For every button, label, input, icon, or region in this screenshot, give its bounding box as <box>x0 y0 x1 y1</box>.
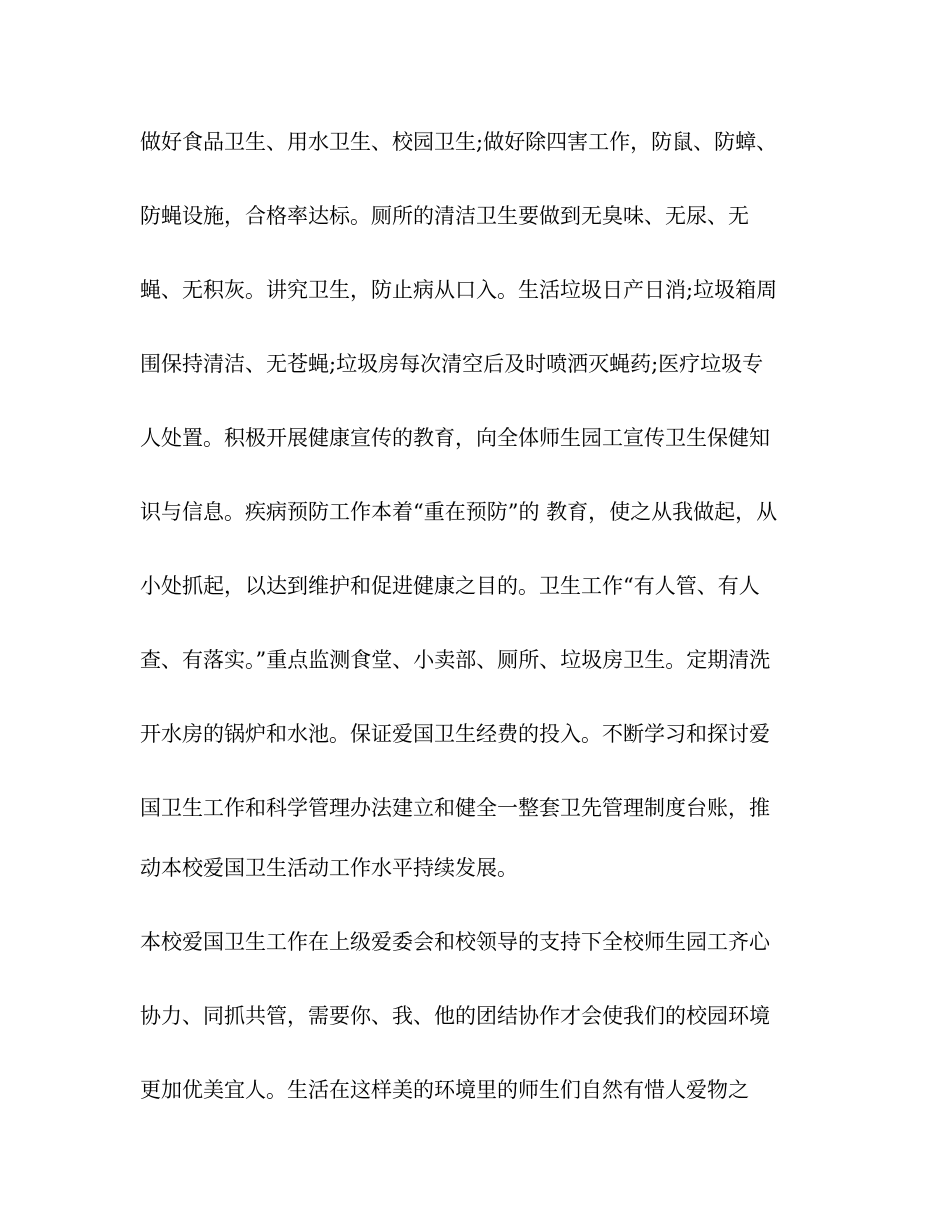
text-line: 做好食品卫生、用水卫生、校园卫生;做好除四害工作，防鼠、防蟑、 <box>140 130 778 154</box>
text-line: 人处置。积极开展健康宣传的教育，向全体师生园工宣传卫生保健知 <box>140 426 770 450</box>
text-line: 查、有落实。”重点监测食堂、小卖部、厕所、垃圾房卫生。定期清洗 <box>140 648 771 672</box>
text-line: 国卫生工作和科学管理办法建立和健全一整套卫先管理制度台账，推 <box>140 796 770 820</box>
text-line: 防蝇设施，合格率达标。厕所的清洁卫生要做到无臭味、无尿、无 <box>140 204 749 228</box>
text-line: 开水房的锅炉和水池。保证爱国卫生经费的投入。不断学习和探讨爱 <box>140 722 770 746</box>
text-line: 动本校爱国卫生活动工作水平持续发展。 <box>140 856 518 880</box>
text-line: 小处抓起，以达到维护和促进健康之目的。卫生工作“有人管、有人 <box>140 574 760 598</box>
text-line: 本校爱国卫生工作在上级爱委会和校领导的支持下全校师生园工齐心 <box>140 930 770 954</box>
text-line: 更加优美宜人。生活在这样美的环境里的师生们自然有惜人爱物之 <box>140 1078 749 1102</box>
text-line: 蝇、无积灰。讲究卫生，防止病从口入。生活垃圾日产日消;垃圾箱周 <box>140 278 778 302</box>
text-line: 协力、同抓共管，需要你、我、他的团结协作才会使我们的校园环境 <box>140 1004 770 1028</box>
text-line: 围保持清洁、无苍蝇;垃圾房每次清空后及时喷洒灭蝇药;医疗垃圾专 <box>140 352 764 376</box>
text-line: 识与信息。疾病预防工作本着“重在预防”的 教育，使之从我做起，从 <box>140 500 778 524</box>
